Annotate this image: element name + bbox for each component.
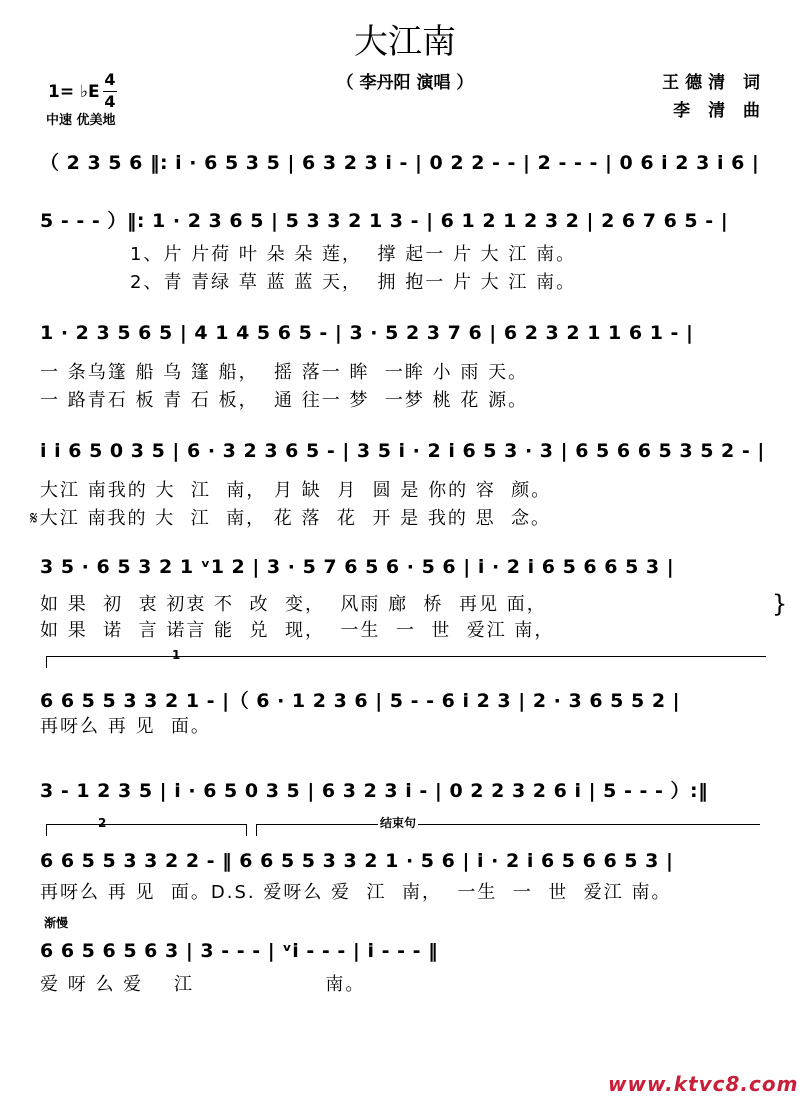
site-watermark: www.ktvc8.com xyxy=(608,1072,799,1096)
lyricist-credit: 王德清 词 xyxy=(662,73,766,93)
notation-row-2: 5 - - - ）‖: 1 · 2 3 6 5 | 5 3 3 2 1 3 - | 6 1 2 1 2 3 2 | 2 6 7 6 5 - | xyxy=(40,210,729,232)
time-signature-numerator: 4 xyxy=(104,70,116,89)
lyrics-row-5-verse-1: 如 果 初 衷 初衷 不 改 变， 风雨 廊 桥 再见 面， xyxy=(40,594,547,615)
lyrics-row-3-verse-2: 一 路青石 板 青 石 板， 通 往一 梦 一梦 桃 花 源。 xyxy=(40,390,529,411)
notation-row-5: 3 5 · 6 5 3 2 1 ᵛ1 2 | 3 · 5 7 6 5 6 · 5 6 | i · 2 i 6 5 6 6 5 3 | xyxy=(40,556,675,578)
slowing-marking: 渐慢 xyxy=(44,916,69,930)
song-title: 大江南 xyxy=(354,22,456,62)
volta-2-hook xyxy=(46,824,47,836)
notation-row-3: 1 · 2 3 5 6 5 | 4 1 4 5 6 5 - | 3 · 5 2 3 7 6 | 6 2 3 2 1 1 6 1 - | xyxy=(40,322,694,344)
ending-bracket-hook xyxy=(256,824,257,836)
composer-credit: 李 清 曲 xyxy=(673,101,766,121)
lyrics-row-4-verse-1: 大江 南我的 大 江 南， 月 缺 月 圆 是 你的 容 颜。 xyxy=(40,480,552,501)
time-signature-denominator: 4 xyxy=(104,92,116,111)
volta-1-hook xyxy=(46,656,47,668)
lyrics-row-6: 再呀么 再 见 面。 xyxy=(40,716,211,737)
notation-row-9: 6 6 5 6 5 6 3 | 3 - - - | ᵛi - - - | i - - - ‖ xyxy=(40,940,439,962)
lyrics-row-2-verse-1: 1、片 片荷 叶 朵 朵 莲， 撑 起一 片 大 江 南。 xyxy=(130,244,577,265)
volta-1-number: 1 xyxy=(172,648,181,662)
notation-row-4: i i 6 5 0 3 5 | 6 · 3 2 3 6 5 - | 3 5 i · 2 i 6 5 3 · 3 | 6 5 6 6 5 3 5 2 - | xyxy=(40,440,765,462)
volta-2-line xyxy=(46,824,246,825)
lyrics-row-9: 爱 呀 么 爱 江 南。 xyxy=(40,974,366,995)
notation-row-1: （ 2 3 5 6 ‖: i · 6 5 3 5 | 6 3 2 3 i - | 0 2 2 - - | 2 - - - | 0 6 i 2 3 i 6 | xyxy=(40,152,760,174)
tempo-marking: 中速 优美地 xyxy=(46,113,116,128)
notation-row-8: 6 6 5 5 3 3 2 2 - ‖ 6 6 5 5 3 3 2 1 · 5 6 | i · 2 i 6 5 6 6 5 3 | xyxy=(40,850,674,872)
notation-row-7: 3 - 1 2 3 5 | i · 6 5 0 3 5 | 6 3 2 3 i - | 0 2 2 3 2 6 i | 5 - - - ）:‖ xyxy=(40,780,709,802)
volta-2-number: 2 xyxy=(98,816,107,830)
ending-bracket-line xyxy=(256,824,760,825)
notation-row-6: 6 6 5 5 3 3 2 1 - |（ 6 · 1 2 3 6 | 5 - - 6 i 2 3 | 2 · 3 6 5 5 2 | xyxy=(40,690,681,712)
lyrics-row-3-verse-1: 一 条乌篷 船 乌 篷 船， 摇 落一 眸 一眸 小 雨 天。 xyxy=(40,362,529,383)
verse-brace-icon: } xyxy=(772,590,788,618)
lyrics-row-4-verse-2: 𝄋大江 南我的 大 江 南， 花 落 花 开 是 我的 思 念。 xyxy=(30,508,552,529)
performer-credit: （ 李丹阳 演唱 ） xyxy=(336,73,474,93)
key-signature: 1= ♭E xyxy=(48,82,100,102)
lyrics-row-2-verse-2: 2、青 青绿 草 蓝 蓝 天， 拥 抱一 片 大 江 南。 xyxy=(130,272,577,293)
lyrics-row-5-verse-2: 如 果 诺 言 诺言 能 兑 现， 一生 一 世 爱江 南， xyxy=(40,620,555,641)
ending-label: 结束句 xyxy=(380,816,417,830)
lyrics-row-8: 再呀么 再 见 面。D.S. 爱呀么 爱 江 南， 一生 一 世 爱江 南。 xyxy=(40,882,672,903)
volta-1-line xyxy=(46,656,766,657)
volta-2-end xyxy=(246,824,247,836)
